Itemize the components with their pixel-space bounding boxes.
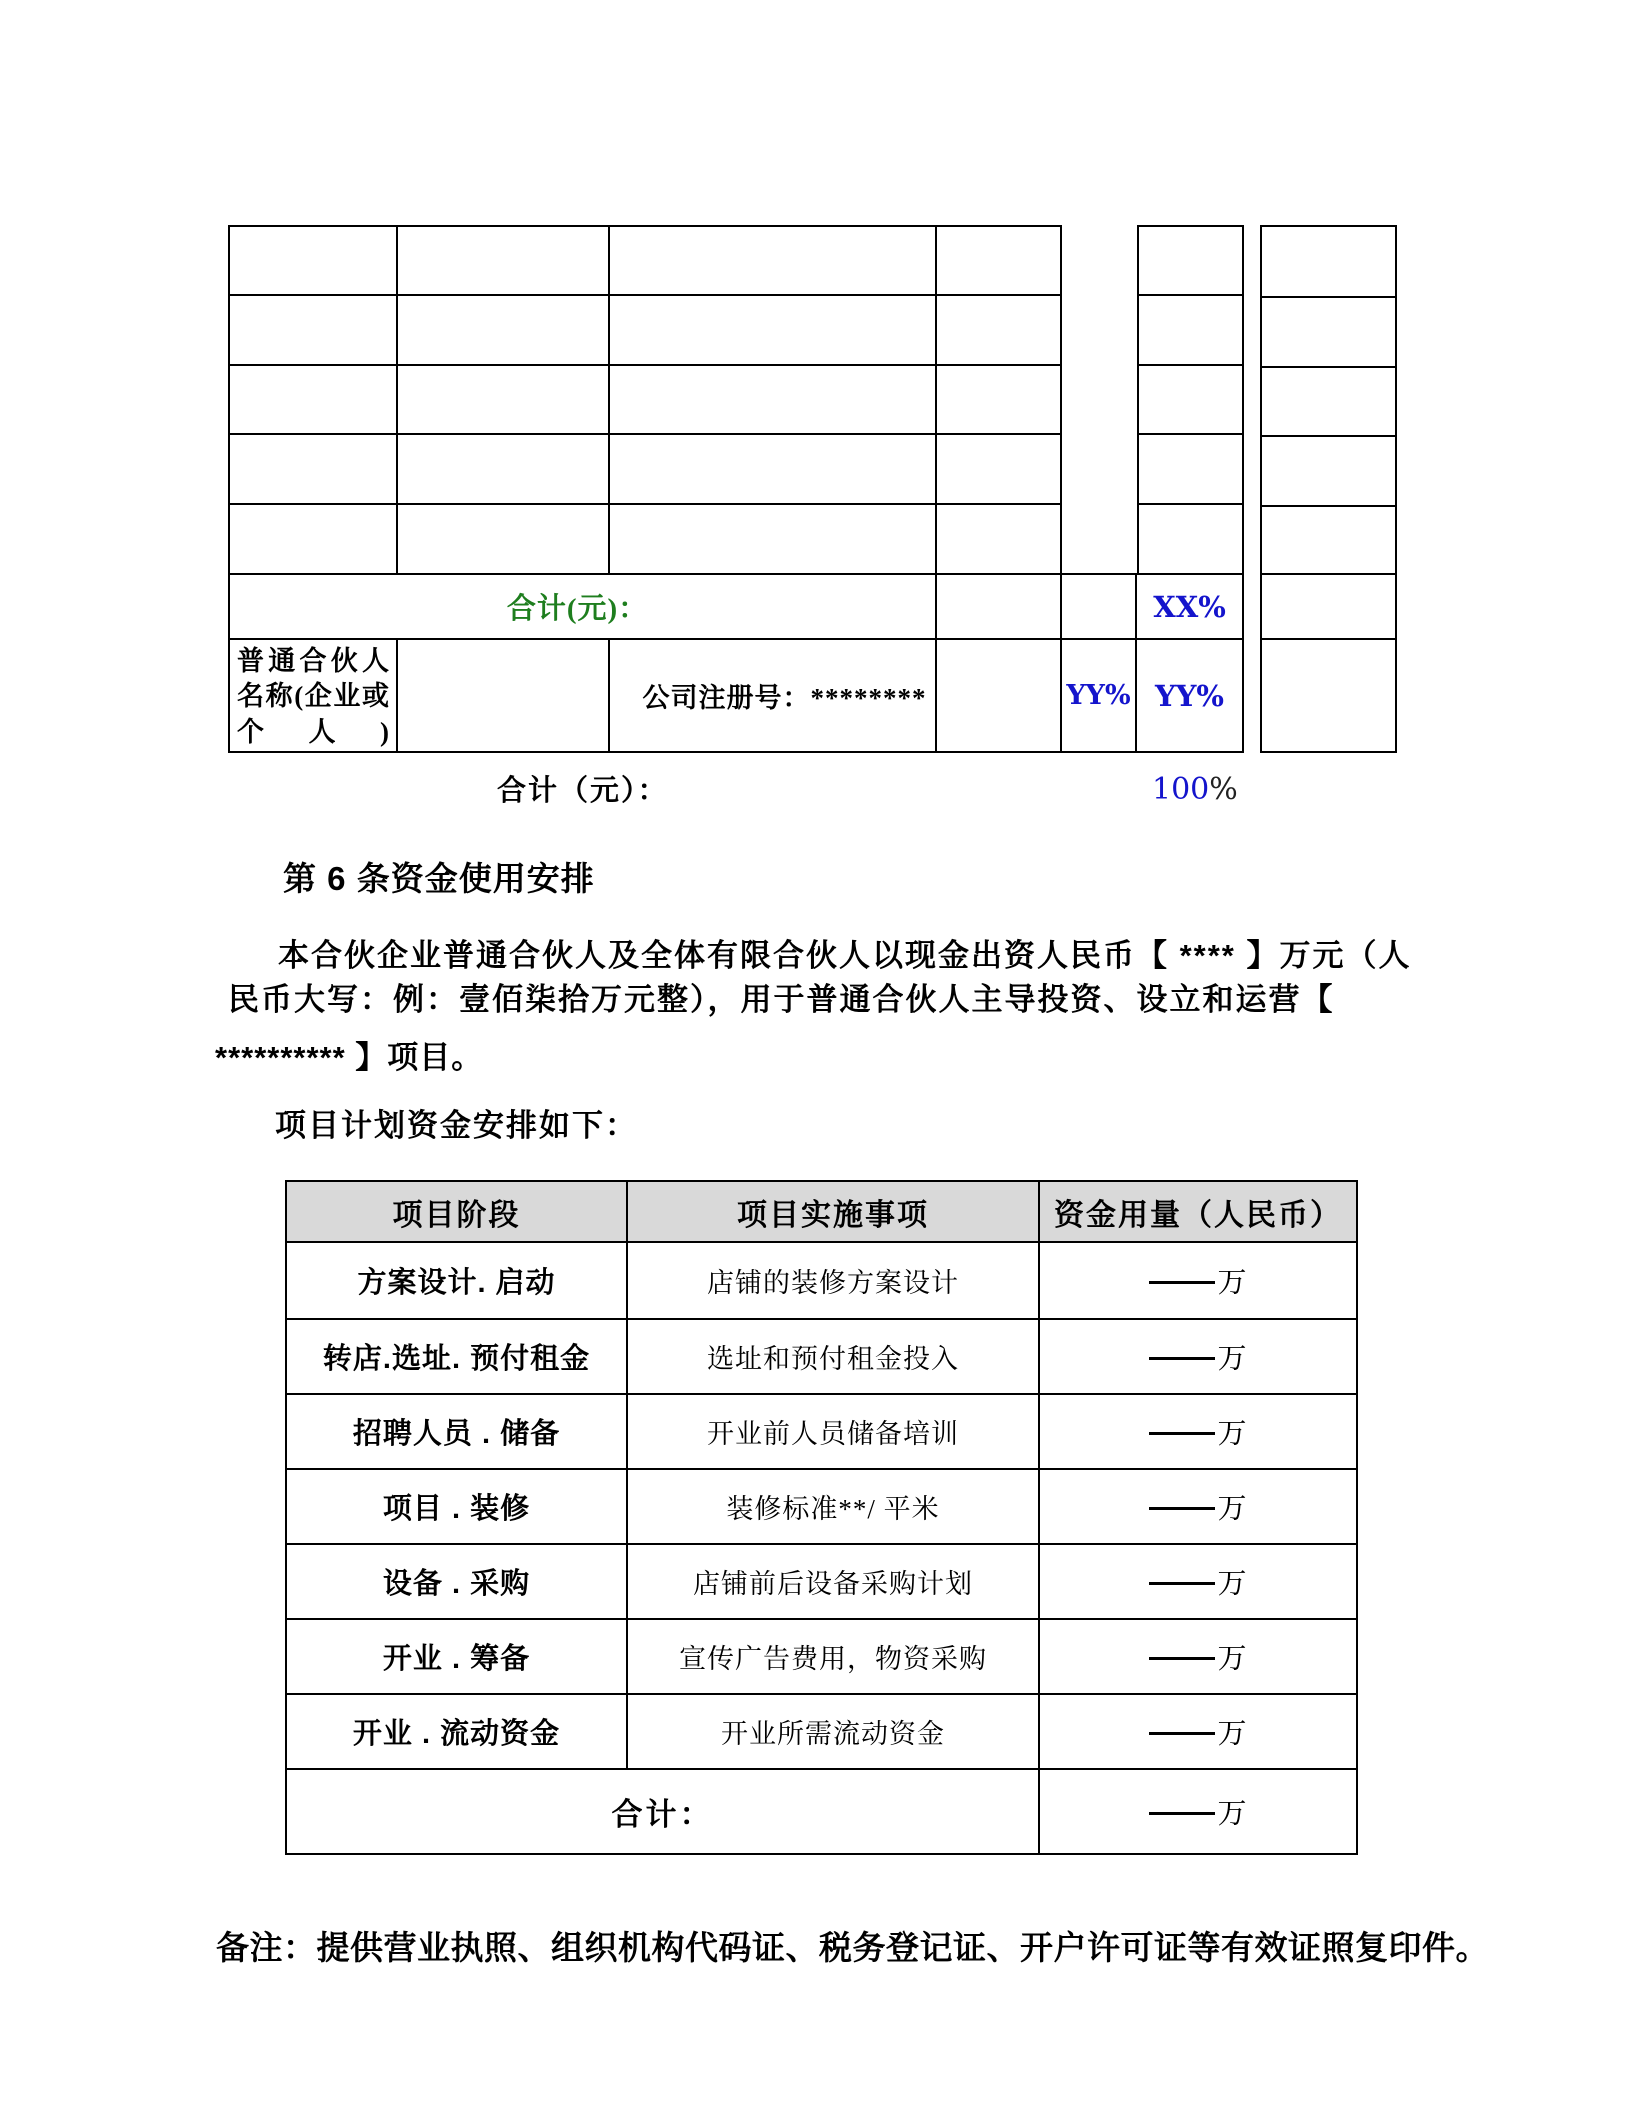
- budget-row-stage: 开业 . 流动资金: [287, 1695, 628, 1770]
- empty-cell: [1262, 368, 1395, 437]
- empty-cell: [230, 227, 398, 296]
- empty-cell: [937, 505, 1060, 573]
- contribution-table-right-column: [1260, 225, 1397, 753]
- empty-cell: [398, 227, 610, 296]
- empty-cell: [1139, 366, 1242, 435]
- paragraph-line-2: 民币大写：例：壹佰柒拾万元整），用于普通合伙人主导投资、设立和运营【: [228, 982, 1335, 1017]
- amount-blank-line: [1149, 1578, 1215, 1585]
- contribution-table-empty-left: [228, 225, 1062, 573]
- total-yuan-label-cell: [230, 575, 937, 640]
- empty-cell: [937, 435, 1060, 505]
- budget-header-amount: 资金用量（人民币）: [1040, 1182, 1356, 1243]
- empty-cell: [230, 435, 398, 505]
- empty-cell: [1062, 575, 1137, 640]
- total-yuan-label: 合计(元)：: [506, 593, 649, 625]
- budget-row-amount: 万: [1040, 1620, 1356, 1695]
- gp-percent-value-2: YY%: [1155, 678, 1224, 713]
- empty-cell: [1262, 575, 1395, 640]
- empty-cell: [230, 505, 398, 573]
- budget-total-label-cell: 合计：: [287, 1770, 1040, 1853]
- empty-cell: [1139, 435, 1242, 505]
- budget-row-amount: 万: [1040, 1470, 1356, 1545]
- budget-row-task: 开业所需流动资金: [628, 1695, 1040, 1770]
- total-percent-value: XX%: [1153, 589, 1226, 624]
- amount-blank-line: [1149, 1503, 1215, 1510]
- empty-cell: [1262, 298, 1395, 368]
- empty-cell: [937, 640, 1062, 751]
- gp-percent-cell-1: [1062, 640, 1137, 751]
- budget-header-task: 项目实施事项: [628, 1182, 1040, 1243]
- empty-cell: [398, 505, 610, 573]
- empty-cell: [937, 575, 1062, 640]
- company-registration-label: 公司注册号：********: [642, 683, 927, 713]
- budget-row-amount: 万: [1040, 1695, 1356, 1770]
- empty-cell: [230, 296, 398, 366]
- empty-cell: [398, 435, 610, 505]
- amount-blank-line: [1149, 1808, 1215, 1815]
- gp-name-cell: [230, 640, 398, 751]
- budget-row-stage: 开业 . 筹备: [287, 1620, 628, 1695]
- budget-row-task: 店铺前后设备采购计划: [628, 1545, 1040, 1620]
- grand-total-percent-sign: %: [1209, 772, 1238, 807]
- empty-cell: [610, 366, 937, 435]
- amount-blank-line: [1149, 1653, 1215, 1660]
- budget-row-stage: 方案设计. 启动: [287, 1243, 628, 1320]
- empty-cell: [610, 435, 937, 505]
- budget-row-amount: 万: [1040, 1545, 1356, 1620]
- budget-row-stage: 招聘人员 . 储备: [287, 1395, 628, 1470]
- contribution-table-empty-mid: [1137, 225, 1244, 573]
- paragraph-line-1: 本合伙企业普通合伙人及全体有限合伙人以现金出资人民币【 **** 】万元（人: [278, 938, 1412, 973]
- gp-percent-value-1: YY%: [1066, 680, 1131, 711]
- empty-cell: [1139, 505, 1242, 573]
- empty-cell: [230, 366, 398, 435]
- budget-row-task: 店铺的装修方案设计: [628, 1243, 1040, 1320]
- budget-row-stage: 项目 . 装修: [287, 1470, 628, 1545]
- gp-percent-cell-2: [1137, 640, 1242, 751]
- amount-blank-line: [1149, 1428, 1215, 1435]
- grand-total-percent-number: 100: [1152, 772, 1210, 807]
- grand-total-label: 合计（元）：: [497, 775, 669, 807]
- empty-cell: [1139, 296, 1242, 366]
- empty-cell: [610, 296, 937, 366]
- budget-row-amount: 万: [1040, 1320, 1356, 1395]
- grand-total-percent: [1152, 772, 1238, 807]
- empty-cell: [398, 296, 610, 366]
- empty-cell: [1262, 640, 1395, 751]
- empty-cell: [610, 505, 937, 573]
- empty-cell: [1139, 227, 1242, 296]
- paragraph-line-3: ********** 】项目。: [215, 1040, 484, 1075]
- amount-blank-line: [1149, 1277, 1215, 1284]
- amount-blank-line: [1149, 1353, 1215, 1360]
- empty-cell: [398, 640, 610, 751]
- budget-row-stage: 转店.选址. 预付租金: [287, 1320, 628, 1395]
- budget-row-amount: 万: [1040, 1395, 1356, 1470]
- section-heading: 第 6 条资金使用安排: [283, 860, 595, 897]
- budget-row-task: 选址和预付租金投入: [628, 1320, 1040, 1395]
- note-line: 备注：提供营业执照、组织机构代码证、税务登记证、开户许可证等有效证照复印件。: [216, 1929, 1489, 1966]
- total-percent-cell: [1137, 575, 1242, 640]
- empty-cell: [610, 227, 937, 296]
- empty-cell: [937, 366, 1060, 435]
- empty-cell: [937, 296, 1060, 366]
- empty-cell: [1262, 437, 1395, 507]
- budget-row-task: 装修标准**/ 平米: [628, 1470, 1040, 1545]
- amount-blank-line: [1149, 1728, 1215, 1735]
- plan-intro-line: 项目计划资金安排如下：: [275, 1108, 638, 1143]
- contribution-table-bottom: [228, 573, 1244, 753]
- budget-table: [285, 1180, 1358, 1855]
- gp-name-label: 普通合伙人名称(企业或个人): [237, 645, 389, 747]
- empty-cell: [1262, 507, 1395, 575]
- budget-row-amount: 万: [1040, 1243, 1356, 1320]
- company-registration-cell: [610, 640, 937, 751]
- budget-header-stage: 项目阶段: [287, 1182, 628, 1243]
- budget-total-amount-cell: 万: [1040, 1770, 1356, 1853]
- empty-cell: [1262, 227, 1395, 298]
- empty-cell: [398, 366, 610, 435]
- budget-row-task: 宣传广告费用，物资采购: [628, 1620, 1040, 1695]
- budget-row-task: 开业前人员储备培训: [628, 1395, 1040, 1470]
- budget-row-stage: 设备 . 采购: [287, 1545, 628, 1620]
- empty-cell: [937, 227, 1060, 296]
